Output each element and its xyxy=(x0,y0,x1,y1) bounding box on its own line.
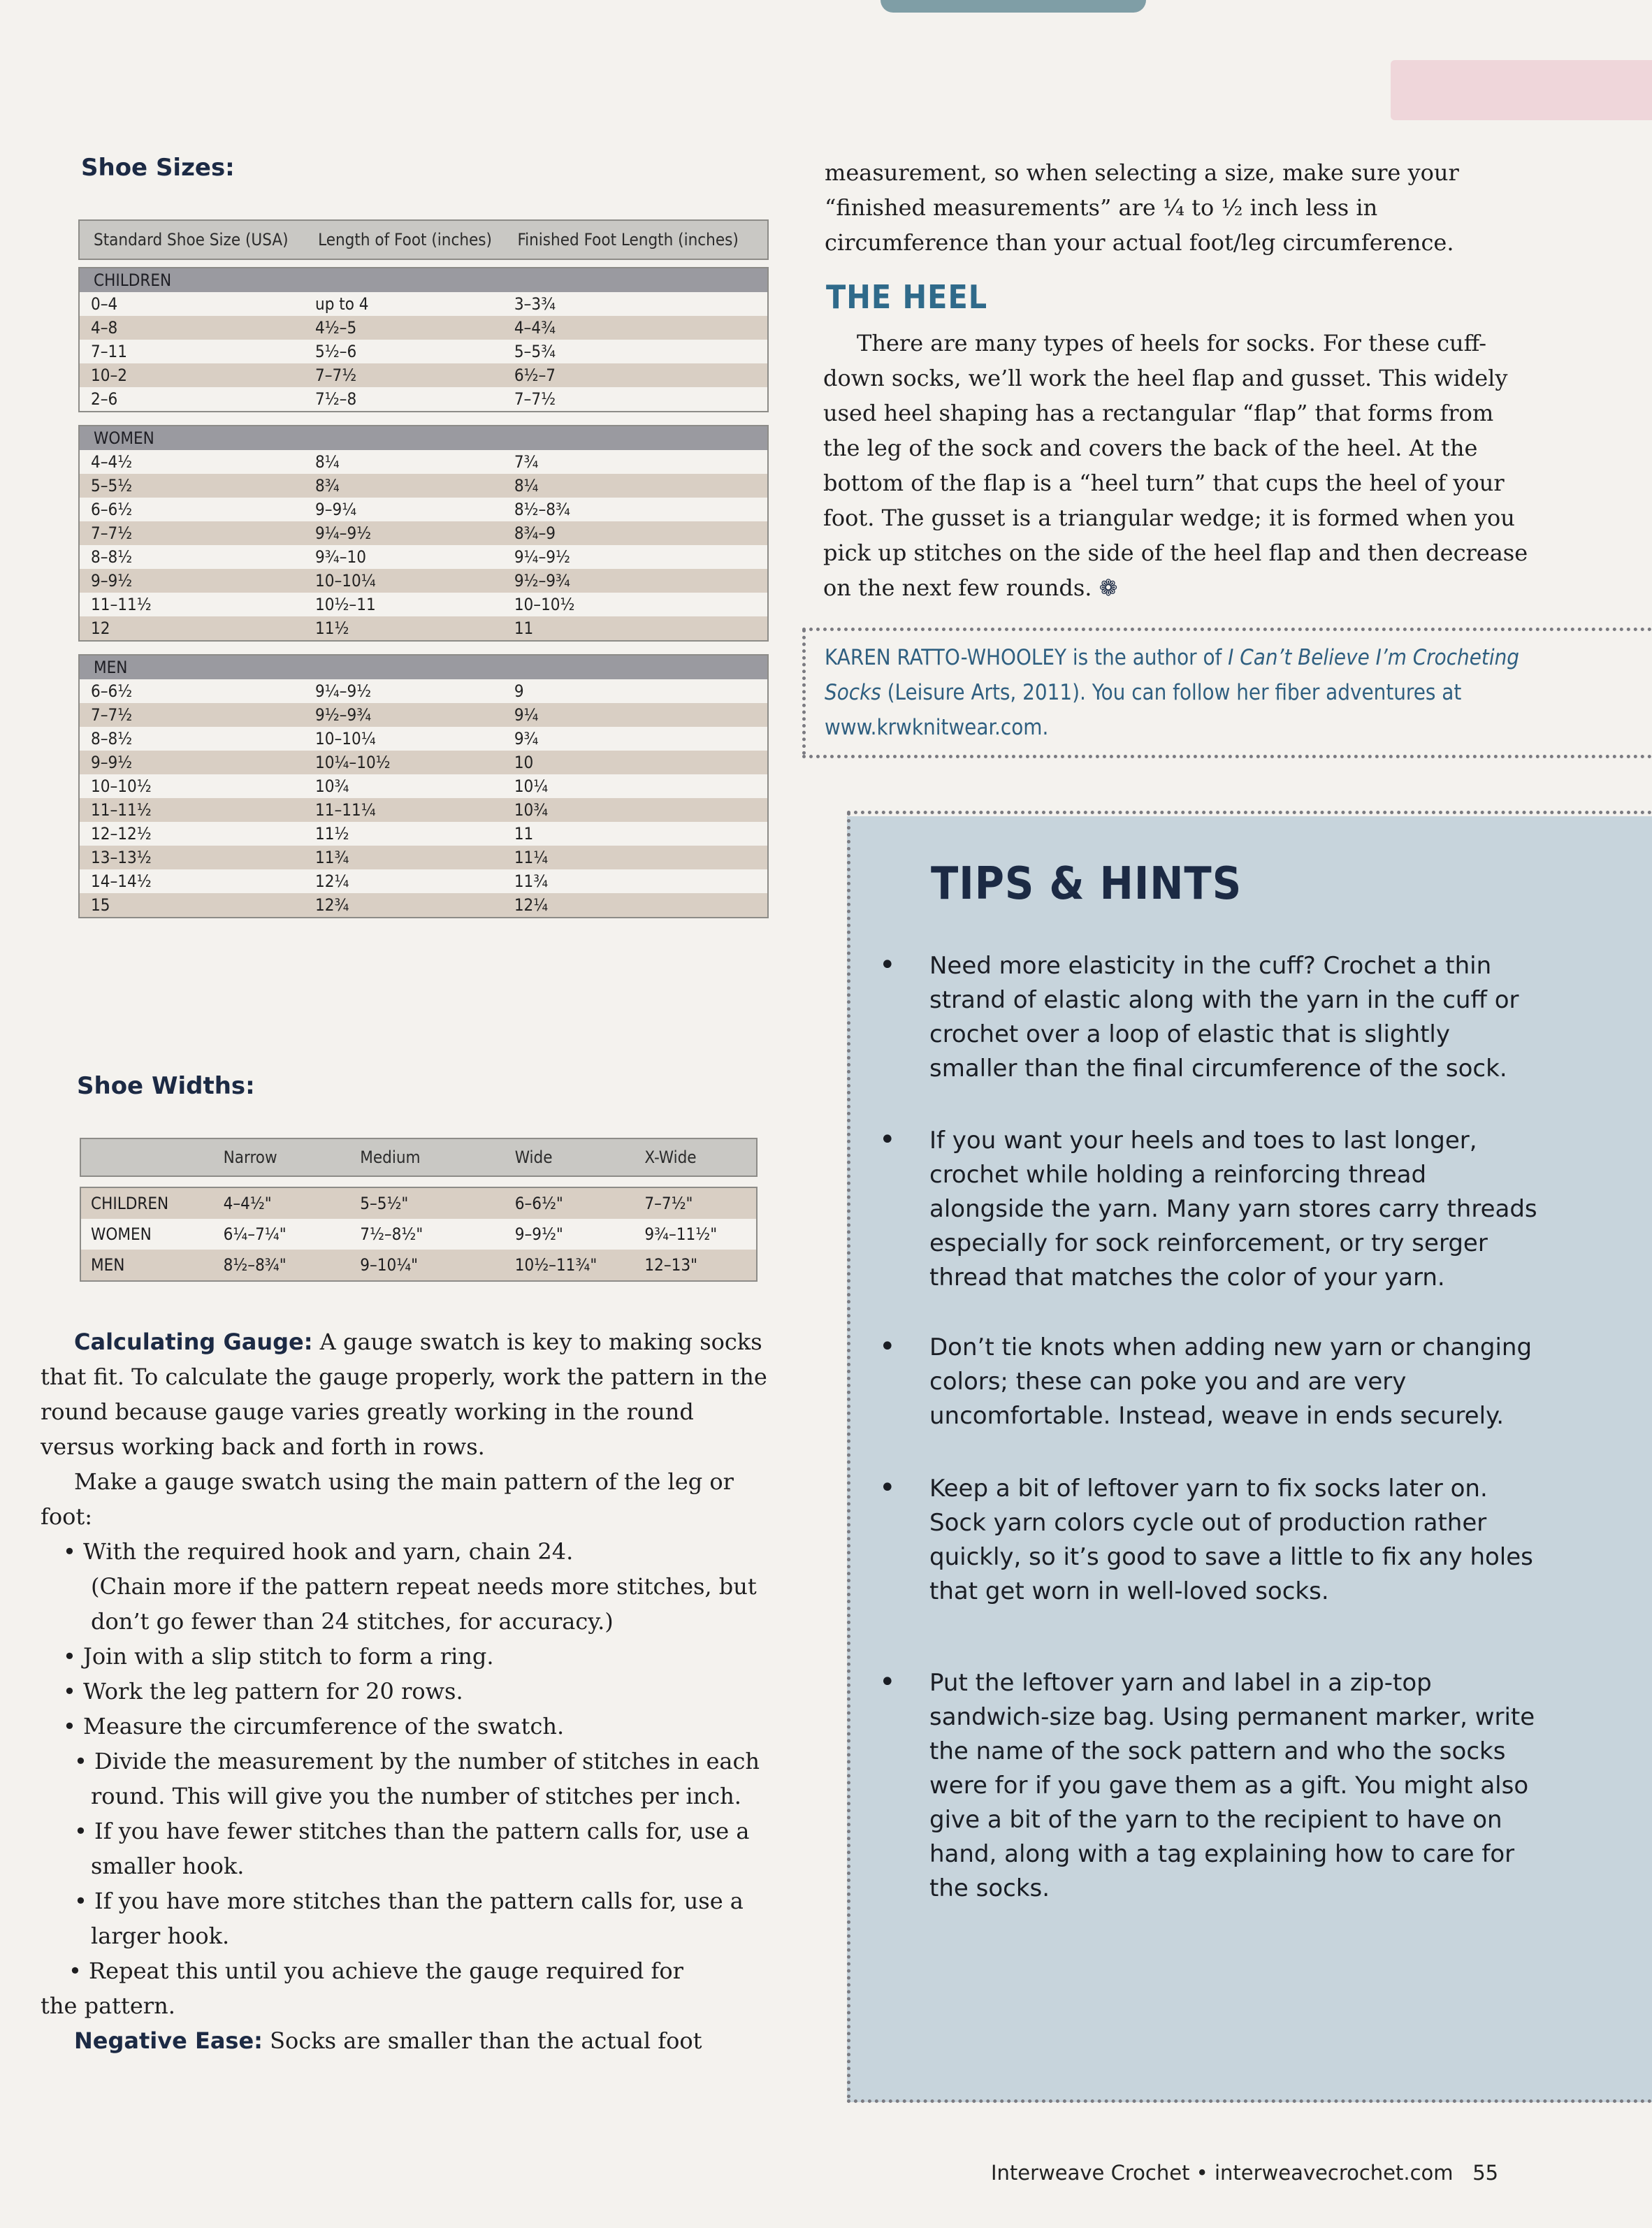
corner-tab xyxy=(1391,60,1652,120)
table-row xyxy=(80,798,767,822)
table-row xyxy=(80,869,767,893)
table-row xyxy=(80,363,767,387)
cell: 11 xyxy=(514,619,534,638)
negative-ease-lead: Negative Ease: xyxy=(74,2027,263,2054)
cell: 7–7½" xyxy=(644,1194,693,1213)
author-name: KAREN RATTO-WHOOLEY xyxy=(825,645,1067,670)
negative-ease-text: Socks are smaller than the actual foot xyxy=(262,2027,702,2054)
cell: 4–4½" xyxy=(223,1194,272,1213)
table-row xyxy=(80,593,767,616)
group-title: MEN xyxy=(80,656,767,679)
cell: 9 xyxy=(514,681,524,701)
divider xyxy=(847,811,1652,814)
width-table-body xyxy=(80,1187,758,1282)
cell: 10¼ xyxy=(514,776,549,796)
table-row xyxy=(80,893,767,917)
cell: 7–11 xyxy=(91,342,127,361)
group-title: CHILDREN xyxy=(80,268,767,292)
gauge-step-1-note: (Chain more if the pattern repeat needs more stitches, but don’t go fewer than 24 stitches, for accuracy.) xyxy=(91,1573,757,1635)
cell: 9¾–10 xyxy=(315,547,366,567)
divider xyxy=(802,629,806,755)
tip-item: If you want your heels and toes to last longer, crochet while holding a reinforcing thread alongside the yarn. Many yarn stores carry threads especially for sock reinforcement, or try serger thread that matches the color of your yarn. xyxy=(929,1127,1537,1292)
table-row xyxy=(80,545,767,569)
header-standard-size: Standard Shoe Size (USA) xyxy=(94,230,289,249)
cell: 2–6 xyxy=(91,389,118,409)
cell: 9½–9¾ xyxy=(315,705,372,725)
cell: 7–7½ xyxy=(315,366,357,385)
footer-text: Interweave Crochet • interweavecrochet.com xyxy=(991,2161,1454,2185)
cell: 8½–8¾ xyxy=(514,500,570,519)
table-row xyxy=(80,521,767,545)
cell: 9–9½ xyxy=(91,753,133,772)
bullet-icon: • xyxy=(879,1124,896,1156)
bullet-icon: • xyxy=(879,1472,896,1504)
cell: 10¾ xyxy=(315,776,349,796)
cell: 8¼ xyxy=(514,476,539,495)
cell: 9–10¼" xyxy=(360,1255,419,1275)
cell: 11¼ xyxy=(514,848,549,867)
cell: 7–7½ xyxy=(514,389,556,409)
cell: 11¾ xyxy=(514,871,549,891)
gauge-intro: A gauge swatch is key to making socks that fit. To calculate the gauge properly, work the pattern in the round because gauge varies greatly working in the round versus working back and forth in rows. xyxy=(41,1329,767,1460)
gauge-step-4: • Measure the circumference of the swatch. xyxy=(63,1713,565,1739)
cell: 9¼–9½ xyxy=(315,523,372,543)
cell: 11 xyxy=(514,824,534,844)
cell: 8–8½ xyxy=(91,547,133,567)
shoe-sizes-title: Shoe Sizes: xyxy=(81,154,235,182)
table-header xyxy=(80,1138,758,1177)
table-row xyxy=(81,1250,756,1280)
heel-title: THE HEEL xyxy=(826,278,988,316)
cell: 9–9½" xyxy=(514,1224,563,1244)
table-row xyxy=(80,616,767,640)
cell: 6¼–7¼" xyxy=(223,1224,287,1244)
cell: 10¼–10½ xyxy=(315,753,391,772)
cell: 10½–11¾" xyxy=(514,1255,597,1275)
tip-item: Put the leftover yarn and label in a zip-top sandwich-size bag. Using permanent marker, write the name of the sock pattern and who the socks were for if you gave them as a gift. You might also give a bit of the yarn to the recipient to have on hand, along with a tag explaining how to care for the socks. xyxy=(929,1669,1535,1902)
gauge-step-1: • With the required hook and yarn, chain 24. xyxy=(63,1538,574,1565)
cell: 6–6½" xyxy=(514,1194,563,1213)
cell: 12–13" xyxy=(644,1255,697,1275)
cell: 8¼ xyxy=(315,452,340,472)
cell: 10–10½ xyxy=(91,776,152,796)
tip-item: Don’t tie knots when adding new yarn or changing colors; these can poke you and are very uncomfortable. Instead, weave in ends securely. xyxy=(929,1333,1533,1430)
cell: 9¾–11½" xyxy=(644,1224,718,1244)
cell: 8¾–9 xyxy=(514,523,556,543)
group-women xyxy=(78,425,769,642)
cell: 6–6½ xyxy=(91,681,133,701)
author-bio xyxy=(825,640,1537,745)
cell: 12¼ xyxy=(514,895,549,915)
tip-item: Keep a bit of leftover yarn to fix socks later on. Sock yarn colors cycle out of production rather quickly, so it’s good to save a little to fix any holes that get worn in well-loved socks. xyxy=(929,1475,1533,1605)
table-row xyxy=(80,569,767,593)
cell: 4–4¾ xyxy=(514,318,556,338)
cell: 5–5½ xyxy=(91,476,133,495)
divider xyxy=(847,2099,1652,2103)
group-children xyxy=(78,267,769,412)
cell: 14–14½ xyxy=(91,871,152,891)
divider xyxy=(847,812,850,2099)
bullet-icon: • xyxy=(879,949,896,981)
cell: 7½–8½" xyxy=(360,1224,423,1244)
table-row xyxy=(81,1188,756,1219)
cell: 12¾ xyxy=(315,895,349,915)
cell: 10 xyxy=(514,753,534,772)
cell: 7–7½ xyxy=(91,523,133,543)
gauge-step-5: • Divide the measurement by the number of stitches in each round. This will give you the number of stitches per inch. xyxy=(74,1748,760,1809)
cell: 11¾ xyxy=(315,848,349,867)
heel-text xyxy=(823,326,1529,605)
cell: MEN xyxy=(91,1255,125,1275)
cell: 9–9¼ xyxy=(315,500,357,519)
cell: 9¼–9½ xyxy=(315,681,372,701)
page-number: 55 xyxy=(1472,2161,1499,2185)
header-wide: Wide xyxy=(514,1148,553,1167)
gauge-step-8: • Repeat this until you achieve the gauge required for the pattern. xyxy=(41,1958,683,2019)
cell: 10–10½ xyxy=(514,595,575,614)
bullet-icon: • xyxy=(879,1331,896,1363)
table-row xyxy=(80,474,767,498)
top-decorative-strip xyxy=(881,0,1146,13)
group-men xyxy=(78,654,769,918)
book-title: I Can’t Believe I’m Crocheting Socks xyxy=(825,645,1519,705)
cell: 6½–7 xyxy=(514,366,556,385)
author-text: is the author of xyxy=(1066,645,1229,670)
table-row xyxy=(80,316,767,340)
tips-title: TIPS & HINTS xyxy=(931,858,1242,910)
divider xyxy=(802,628,1652,631)
cell: 7–7½ xyxy=(91,705,133,725)
tip-item: Need more elasticity in the cuff? Crochet a thin strand of elastic along with the yarn in the cuff or crochet over a loop of elastic that is slightly smaller than the final circumference of the sock. xyxy=(929,952,1519,1083)
cell: CHILDREN xyxy=(91,1194,169,1213)
table-row xyxy=(81,1219,756,1250)
heel-body: There are many types of heels for socks. For these cuff-down socks, we’ll work the heel flap and gusset. This widely used heel shaping has a rectangular “flap” that forms from the leg of the sock and covers the back of the heel. At the bottom of the flap is a “heel turn” that cups the heel of your foot. The gusset is a triangular wedge; it is formed when you pick up stitches on the side of the heel flap and then decrease on the next few rounds. xyxy=(823,330,1528,601)
cell: 0–4 xyxy=(91,294,118,314)
cell: 7¾ xyxy=(514,452,539,472)
gauge-para2: Make a gauge swatch using the main pattern of the leg or foot: xyxy=(41,1468,734,1530)
shoe-size-table xyxy=(78,219,769,931)
table-row xyxy=(80,387,767,411)
gauge-lead: Calculating Gauge: xyxy=(74,1329,313,1355)
shoe-width-table xyxy=(80,1138,758,1282)
gauge-section xyxy=(41,1324,767,2058)
cell: up to 4 xyxy=(315,294,369,314)
cell: 4½–5 xyxy=(315,318,357,338)
table-row xyxy=(80,774,767,798)
cell: WOMEN xyxy=(91,1224,152,1244)
table-row xyxy=(80,292,767,316)
table-row xyxy=(80,498,767,521)
cell: 10–10¼ xyxy=(315,571,376,591)
cell: 10½–11 xyxy=(315,595,376,614)
cell: 9–9½ xyxy=(91,571,133,591)
group-title: WOMEN xyxy=(80,426,767,450)
author-text: (Leisure Arts, 2011). You can follow her fiber adventures at www.krwknitwear.com. xyxy=(825,680,1462,740)
cell: 8¾ xyxy=(315,476,340,495)
table-row xyxy=(80,340,767,363)
gauge-step-7: • If you have more stitches than the pattern calls for, use a larger hook. xyxy=(74,1888,744,1949)
shoe-widths-title: Shoe Widths: xyxy=(77,1072,255,1100)
cell: 9½–9¾ xyxy=(514,571,570,591)
table-row xyxy=(80,751,767,774)
cell: 12 xyxy=(91,619,110,638)
divider xyxy=(802,755,1652,758)
cell: 12–12½ xyxy=(91,824,152,844)
cell: 10¾ xyxy=(514,800,549,820)
cell: 6–6½ xyxy=(91,500,133,519)
gauge-step-3: • Work the leg pattern for 20 rows. xyxy=(63,1678,463,1705)
cell: 5½–6 xyxy=(315,342,357,361)
cell: 12¼ xyxy=(315,871,349,891)
table-row xyxy=(80,727,767,751)
header-foot-length: Length of Foot (inches) xyxy=(318,230,492,249)
cell: 11½ xyxy=(315,824,349,844)
cell: 10–2 xyxy=(91,366,127,385)
cell: 11–11½ xyxy=(91,800,152,820)
cell: 11–11½ xyxy=(91,595,152,614)
table-row xyxy=(80,822,767,846)
table-row xyxy=(80,679,767,703)
cell: 4–8 xyxy=(91,318,118,338)
cell: 9¼–9½ xyxy=(514,547,570,567)
cell: 13–13½ xyxy=(91,848,152,867)
table-row xyxy=(80,846,767,869)
cell: 8–8½ xyxy=(91,729,133,748)
table-header xyxy=(78,219,769,260)
cell: 5–5½" xyxy=(360,1194,409,1213)
table-row xyxy=(80,703,767,727)
cell: 11–11¼ xyxy=(315,800,376,820)
gauge-step-6: • If you have fewer stitches than the pattern calls for, use a smaller hook. xyxy=(74,1818,750,1879)
cell: 4–4½ xyxy=(91,452,133,472)
cell: 10–10¼ xyxy=(315,729,376,748)
cell: 11½ xyxy=(315,619,349,638)
cell: 5–5¾ xyxy=(514,342,556,361)
cell: 9¼ xyxy=(514,705,539,725)
footer xyxy=(991,2161,1498,2185)
header-narrow: Narrow xyxy=(223,1148,277,1167)
cell: 7½–8 xyxy=(315,389,357,409)
header-medium: Medium xyxy=(360,1148,421,1167)
header-finished-length: Finished Foot Length (inches) xyxy=(517,230,739,249)
cell: 15 xyxy=(91,895,110,915)
cell: 8½–8¾" xyxy=(223,1255,287,1275)
header-x-wide: X-Wide xyxy=(644,1148,697,1167)
gauge-step-2: • Join with a slip stitch to form a ring. xyxy=(63,1643,494,1670)
bullet-icon: • xyxy=(879,1666,896,1698)
table-row xyxy=(80,450,767,474)
cell: 9¾ xyxy=(514,729,539,748)
end-mark-icon: ❁ xyxy=(1099,574,1118,601)
negative-ease-continued: measurement, so when selecting a size, make sure your “finished measurements” are ¼ to ½ inch less in circumference than your actual foot/leg circumference. xyxy=(825,159,1459,256)
cell: 3–3¾ xyxy=(514,294,556,314)
